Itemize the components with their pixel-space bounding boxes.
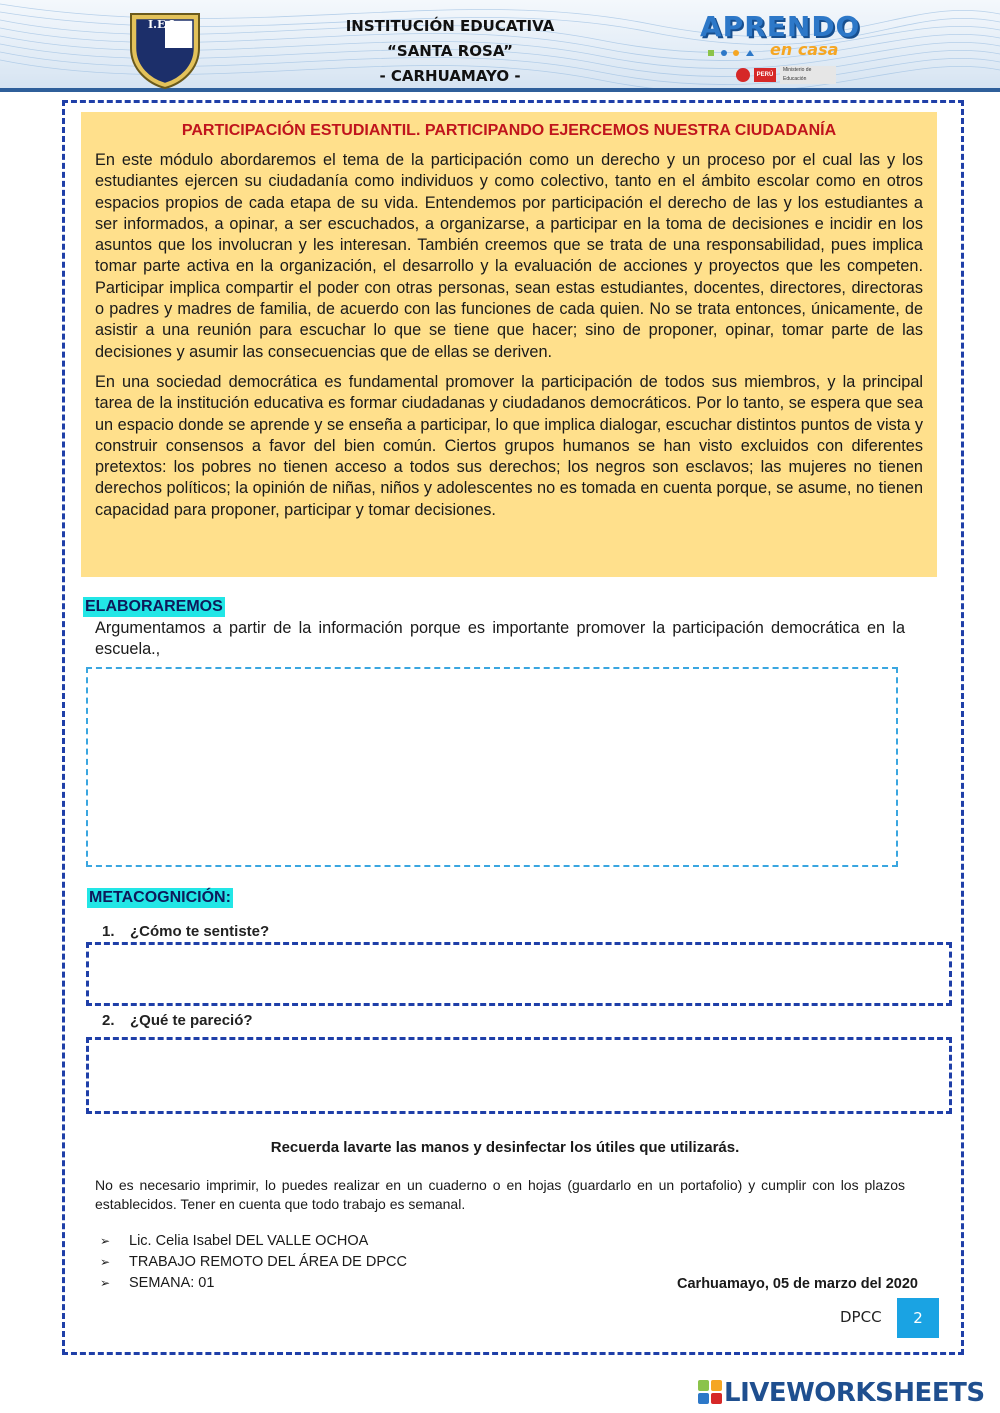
- institution-name: [300, 14, 600, 89]
- page-number-badge: 2: [897, 1298, 939, 1338]
- intro-paragraph-2: En una sociedad democrática es fundamental promover la participación de todos sus miembros, y la principal tarea de la institución educativa es formar ciudadanas y ciudadanos democráticos. Por lo tanto, se espera que sea un espacio donde se aprende y se enseña a participar, lo que implica dialogar, escuchar distintos puntos de vista y construir consensos a favor del bien común. Ciertos grupos humanos se han visto excluidos con diferentes pretextos: los pobres no tienen acceso a todos sus derechos; los negros son esclavos; las mujeres no tienen derechos políticos; la opinión de niñas, niños y adolescentes no es tomada en cuenta porque, se asume, no tienen capacidad para proponer, participar y tomar decisiones.: [95, 372, 923, 519]
- arrow-bullet-icon: ➢: [100, 1234, 111, 1248]
- argument-answer-field[interactable]: [86, 667, 898, 867]
- question-2-number: 2.: [102, 1012, 115, 1029]
- question-2-answer-field[interactable]: [86, 1037, 952, 1114]
- crest-text: I.E.I.: [148, 18, 179, 31]
- aprendo-subtitle: en casa: [770, 40, 839, 59]
- date-location: Carhuamayo, 05 de marzo del 2020: [677, 1276, 918, 1292]
- logo-dots-icon: [708, 48, 768, 58]
- question-1-answer-field[interactable]: [86, 942, 952, 1006]
- institution-line-3: - CARHUAMAYO -: [379, 67, 521, 85]
- aprendo-en-casa-logo: [700, 10, 875, 59]
- institution-line-2: “SANTA ROSA”: [387, 42, 513, 60]
- intro-paragraph-1: En este módulo abordaremos el tema de la participación como un derecho y un proceso por el cual las y los estudiantes ejercen su ciudadanía como individuos y como colectivo, tanto en el ámbito escolar como en otros espacios propios de cada etapa de su vida. Entendemos por participación el derecho de las y los estudiantes a ser informados, a opinar, a ser escuchados, a organizarse, a participar en la toma de decisiones e incidir en los asuntos que los involucran y les interesan. También creemos que se trata de una responsabilidad, pues implica tomar parte activa en la organización, el desarrollo y la evaluación de acciones y proyectos que les competen. Participar implica compartir el poder con otras personas, sean estas estudiantes, docentes, directores, directoras o padres y madres de familia, de acuerdo con las funciones de cada quien. No se trata entonces, únicamente, de asistir a una reunión para escuchar lo que se tiene que hacer; sino de proponer, opinar, tomar parte de las decisiones y asumir las consecuencias que de ellas se deriven.: [95, 151, 923, 361]
- arrow-bullet-icon: ➢: [100, 1255, 111, 1269]
- liveworksheets-logo-icon: [698, 1380, 722, 1404]
- intro-box: [81, 112, 937, 577]
- elaboraremos-instruction: Argumentamos a partir de la información porque es importante promover la participación democrática en la escuela.,: [95, 619, 905, 658]
- intro-title: PARTICIPACIÓN ESTUDIANTIL. PARTICIPANDO EJERCEMOS NUESTRA CIUDADANÍA: [181, 122, 837, 139]
- teacher-info-list: [100, 1231, 520, 1294]
- course-label: DPCC: [840, 1308, 882, 1326]
- ministry-name: Ministerio de Educación: [780, 66, 836, 84]
- reminder-text: Recuerda lavarte las manos y desinfectar los útiles que utilizarás.: [270, 1139, 740, 1156]
- teacher-name: Lic. Celia Isabel DEL VALLE OCHOA: [129, 1233, 369, 1249]
- ministry-logo: [736, 66, 836, 86]
- work-area: TRABAJO REMOTO DEL ÁREA DE DPCC: [129, 1254, 407, 1270]
- liveworksheets-brand: LIVEWORKSHEETS: [724, 1378, 985, 1408]
- elaboraremos-heading: ELABORAREMOS: [85, 598, 223, 615]
- question-2-text: ¿Qué te pareció?: [130, 1012, 253, 1029]
- list-item: [100, 1273, 520, 1294]
- peru-shield-icon: [736, 68, 750, 82]
- institution-line-1: INSTITUCIÓN EDUCATIVA: [345, 17, 555, 35]
- week-number: SEMANA: 01: [129, 1275, 215, 1291]
- page-header: [0, 0, 1000, 92]
- aprendo-title: APRENDO: [700, 10, 861, 43]
- instructions-note: No es necesario imprimir, lo puedes realizar en un cuaderno o en hojas (guardarlo en un portafolio) y cumplir con los plazos establecidos. Tener en cuenta que todo trabajo es semanal.: [95, 1177, 905, 1212]
- metacognicion-heading: METACOGNICIÓN:: [89, 889, 231, 906]
- list-item: [100, 1231, 520, 1252]
- liveworksheets-watermark: [698, 1378, 994, 1408]
- ministry-country: PERÚ: [754, 68, 776, 82]
- question-1-number: 1.: [102, 923, 115, 940]
- question-2: [102, 1011, 253, 1031]
- list-item: [100, 1252, 520, 1273]
- question-1: [102, 922, 269, 942]
- question-1-text: ¿Cómo te sentiste?: [130, 923, 270, 940]
- arrow-bullet-icon: ➢: [100, 1276, 111, 1290]
